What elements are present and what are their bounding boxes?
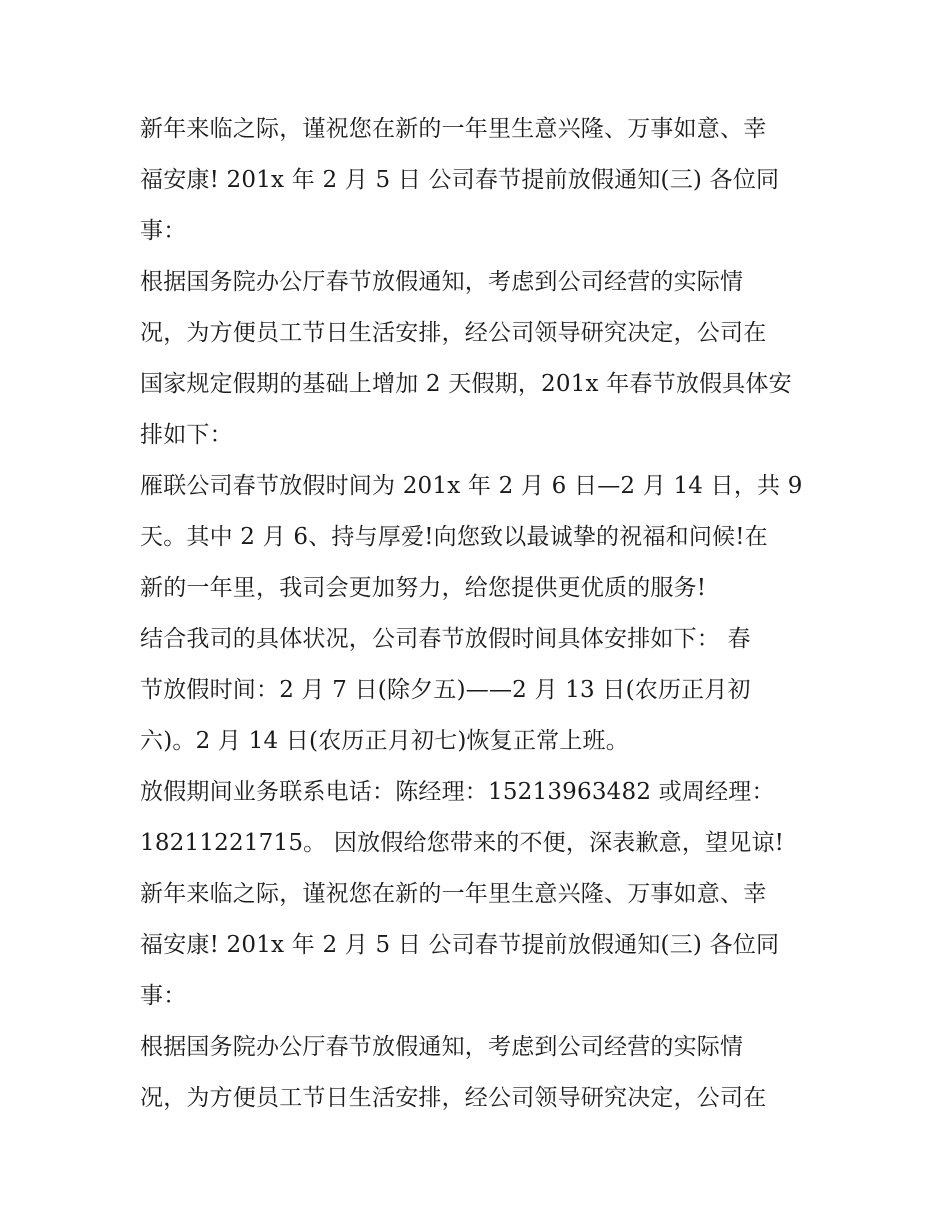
text-line: 排如下： [140, 422, 233, 448]
text-line: 节放假时间：2 月 7 日(除夕五)——2 月 13 日(农历正月初 [140, 677, 751, 703]
text-line: 根据国务院办公厅春节放假通知，考虑到公司经营的实际情 [140, 269, 744, 295]
text-line: 事： [140, 218, 187, 244]
text-line: 福安康! 201x 年 2 月 5 日 公司春节提前放假通知(三) 各位同 [140, 167, 780, 193]
text-line: 18211221715。 因放假给您带来的不便，深表歉意，望见谅! [140, 830, 785, 856]
text-line: 雁联公司春节放假时间为 201x 年 2 月 6 日—2 月 14 日，共 9 [140, 473, 803, 499]
text-line: 况，为方便员工节日生活安排，经公司领导研究决定，公司在 [140, 320, 767, 346]
text-line: 结合我司的具体状况，公司春节放假时间具体安排如下： 春 [140, 626, 751, 652]
text-line: 事： [140, 983, 187, 1009]
text-line: 放假期间业务联系电话：陈经理：15213963482 或周经理： [140, 779, 775, 805]
text-line: 新年来临之际，谨祝您在新的一年里生意兴隆、万事如意、幸 [140, 116, 767, 142]
text-line: 新年来临之际，谨祝您在新的一年里生意兴隆、万事如意、幸 [140, 881, 767, 907]
text-line: 六)。2 月 14 日(农历正月初七)恢复正常上班。 [140, 728, 629, 754]
text-line: 新的一年里，我司会更加努力，给您提供更优质的服务! [140, 575, 707, 601]
text-line: 天。其中 2 月 6、持与厚爱!向您致以最诚挚的祝福和问候!在 [140, 524, 768, 550]
text-line: 根据国务院办公厅春节放假通知，考虑到公司经营的实际情 [140, 1034, 744, 1060]
text-line: 况，为方便员工节日生活安排，经公司领导研究决定，公司在 [140, 1085, 767, 1111]
text-line: 福安康! 201x 年 2 月 5 日 公司春节提前放假通知(三) 各位同 [140, 932, 780, 958]
text-line: 国家规定假期的基础上增加 2 天假期，201x 年春节放假具体安 [140, 371, 792, 397]
